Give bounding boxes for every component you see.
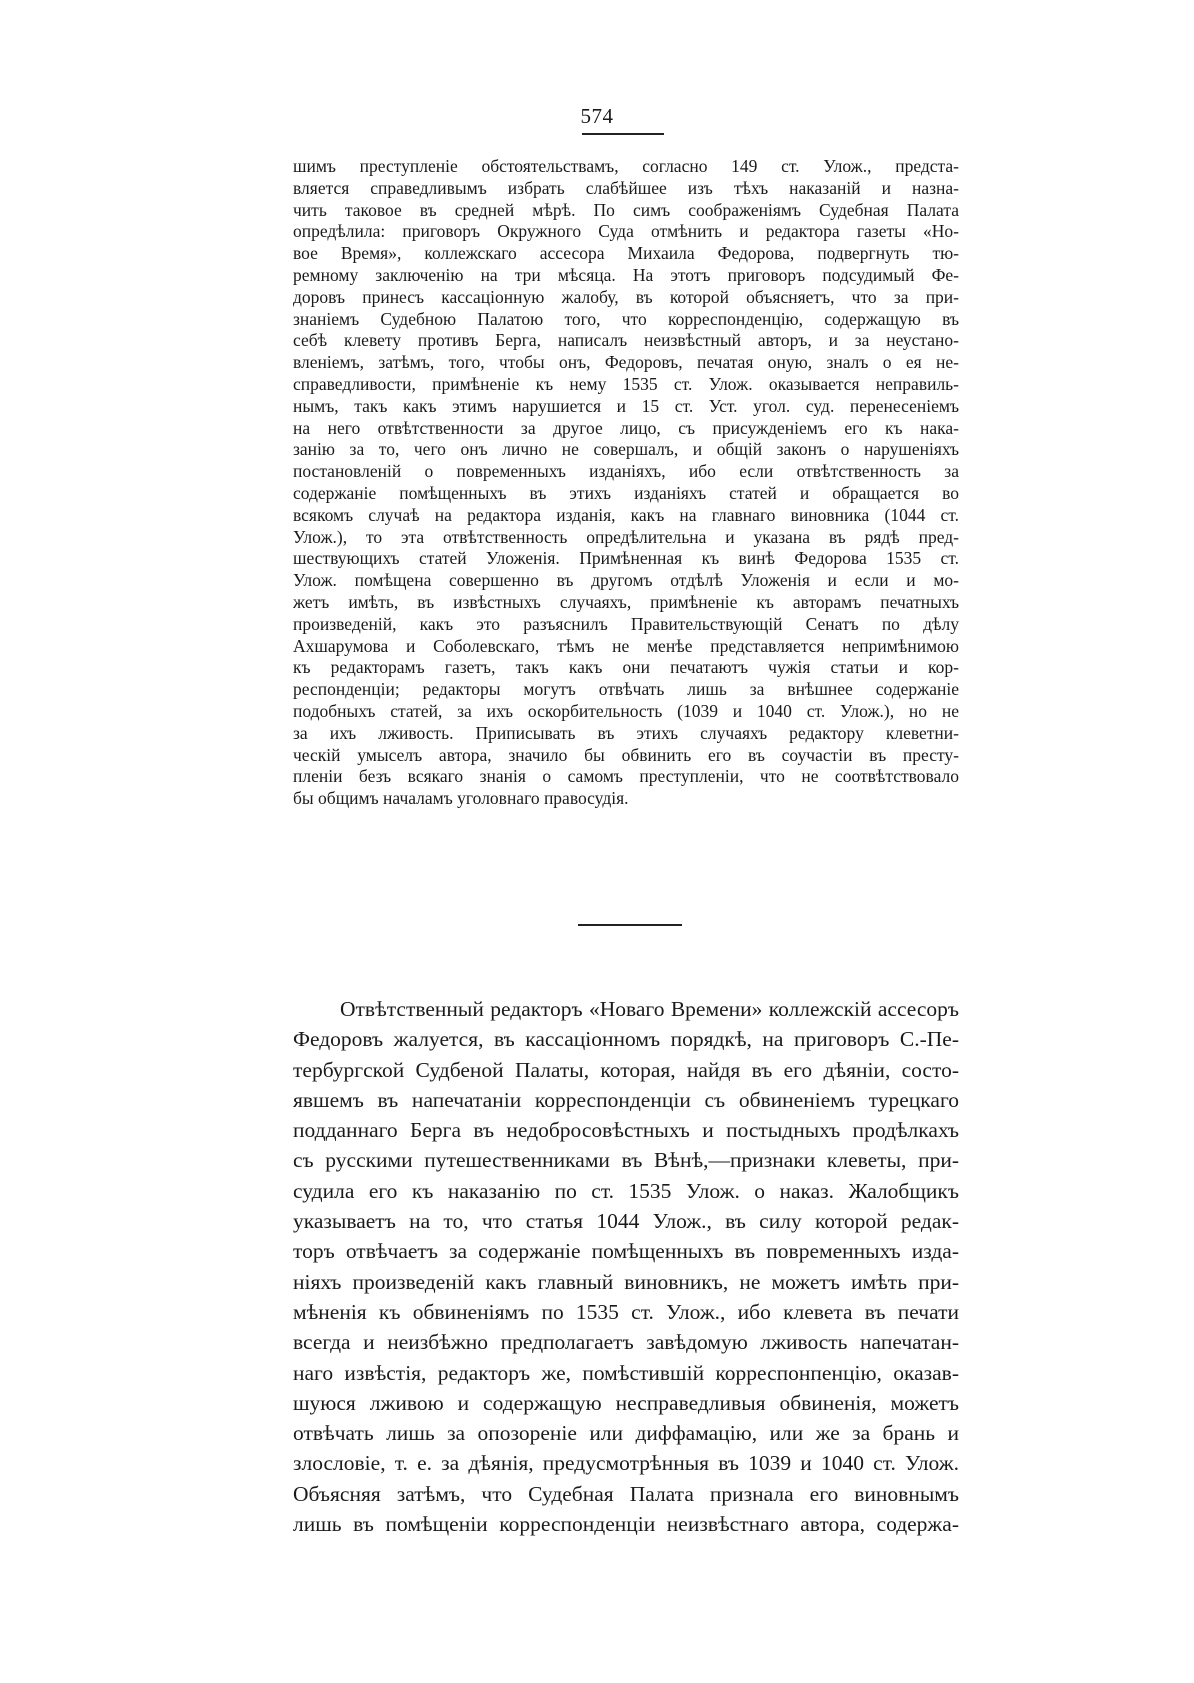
text-line: лишь въ помѣщеніи корреспонденціи неизвѣстнаго автора, содержа- xyxy=(293,1512,959,1537)
text-line: торъ отвѣчаетъ за содержаніе помѣщенныхъ въ повременныхъ изда- xyxy=(293,1239,959,1264)
text-line: всегда и неизбѣжно предполагаетъ завѣдомую лживость напечатан- xyxy=(293,1330,959,1355)
text-line: Федоровъ жалуется, въ кассаціонномъ порядкѣ, на приговоръ С.-Пе- xyxy=(293,1027,959,1052)
text-line: респонденціи; редакторы могутъ отвѣчать лишь за внѣшнее содержаніе xyxy=(293,679,959,700)
text-line: указываетъ на то, что статья 1044 Улож., въ силу которой редак- xyxy=(293,1209,959,1234)
text-line: справедливости, примѣненіе къ нему 1535 ст. Улож. оказывается неправиль- xyxy=(293,373,959,394)
text-line: на него отвѣтственности за другое лицо, съ присужденіемъ его къ нака- xyxy=(293,417,959,438)
text-line: ремному заключенію на три мѣсяца. На этотъ приговоръ подсудимый Фе- xyxy=(293,264,959,285)
text-line: знаніемъ Судебною Палатою того, что корреспонденцію, содержащую въ xyxy=(293,308,959,329)
text-line: къ редакторамъ газетъ, такъ какъ они печатаютъ чужія статьи и кор- xyxy=(293,657,959,678)
page-number: 574 xyxy=(580,104,614,128)
text-line: бы общимъ началамъ уголовнаго правосудія. xyxy=(293,788,629,809)
text-line: вляется справедливымъ избрать слабѣйшее изъ тѣхъ наказаній и назна- xyxy=(293,177,959,198)
lower-paragraph xyxy=(293,994,959,1539)
text-line: содержаніе помѣщенныхъ въ этихъ изданіяхъ статей и обращается во xyxy=(293,482,959,503)
text-line: явшемъ въ напечатаніи корреспонденціи съ обвиненіемъ турецкаго xyxy=(293,1087,959,1112)
text-line: чить таковое въ средней мѣрѣ. По симъ соображеніямъ Судебная Палата xyxy=(293,199,959,220)
text-line: ческій умыселъ автора, значило бы обвинить его въ соучастіи въ престу- xyxy=(293,744,959,765)
text-line: шимъ преступленіе обстоятельствамъ, согласно 149 ст. Улож., предста- xyxy=(293,156,959,176)
text-line: подобныхъ статей, за ихъ оскорбительность (1039 и 1040 ст. Улож.), но не xyxy=(293,700,959,721)
section-separator xyxy=(578,924,682,926)
text-line: злословіе, т. е. за дѣянія, предусмотрѣнныя въ 1039 и 1040 ст. Улож. xyxy=(293,1451,959,1476)
text-line: съ русскими путешественниками въ Вѣнѣ,—признаки клеветы, при- xyxy=(293,1148,959,1173)
text-line: вленіемъ, затѣмъ, того, чтобы онъ, Федоровъ, печатая оную, зналъ о ея не- xyxy=(293,352,959,373)
text-line: Отвѣтственный редакторъ «Новаго Времени» коллежскій ассесоръ xyxy=(340,997,959,1021)
text-line: произведеній, какъ это разъяснилъ Правительствующій Сенатъ по дѣлу xyxy=(293,613,959,634)
text-line: Улож.), то эта отвѣтственность опредѣлительна и указана въ рядѣ пред- xyxy=(293,526,959,547)
text-line: доровъ принесъ кассаціонную жалобу, въ которой объясняетъ, что за при- xyxy=(293,286,959,307)
text-line: шествующихъ статей Уложенія. Примѣненная къ винѣ Федорова 1535 ст. xyxy=(293,548,959,569)
text-line: Объясняя затѣмъ, что Судебная Палата признала его виновнымъ xyxy=(293,1481,959,1506)
text-line: себѣ клевету противъ Берга, написалъ неизвѣстный авторъ, и за неустано- xyxy=(293,330,959,351)
text-line: Ахшарумова и Соболевскаго, тѣмъ не менѣе представляется непримѣнимою xyxy=(293,635,959,656)
text-line: наго извѣстія, редакторъ же, помѣстившій корреспонпенцію, оказав- xyxy=(293,1360,959,1385)
text-line: судила его къ наказанію по ст. 1535 Улож. о наказ. Жалобщикъ xyxy=(293,1178,959,1203)
text-line: занію за то, чего онъ лично не совершалъ, и общій законъ о нарушеніяхъ xyxy=(293,439,959,460)
text-line: тербургской Судбеной Палаты, которая, найдя въ его дѣяніи, состо- xyxy=(293,1057,959,1082)
upper-paragraph xyxy=(293,156,959,810)
text-line: за ихъ лживость. Приписывать въ этихъ случаяхъ редактору клеветни- xyxy=(293,722,959,743)
text-line: нымъ, такъ какъ этимъ нарушиется и 15 ст. Уст. угол. суд. перенесеніемъ xyxy=(293,395,959,416)
text-line: пленіи безъ всякаго знанія о самомъ преступленіи, что не соотвѣтствовало xyxy=(293,766,959,787)
text-line: Улож. помѣщена совершенно въ другомъ отдѣлѣ Уложенія и если и мо- xyxy=(293,570,959,591)
text-line: вое Время», коллежскаго ассесора Михаила Федорова, подвергнуть тю- xyxy=(293,243,959,264)
text-line: опредѣлила: приговоръ Окружного Суда отмѣнить и редактора газеты «Но- xyxy=(293,221,959,242)
text-line: всякомъ случаѣ на редактора изданія, какъ на главнаго виновника (1044 ст. xyxy=(293,504,959,525)
text-line: подданнаго Берга въ недобросовѣстныхъ и постыдныхъ продѣлкахъ xyxy=(293,1118,959,1143)
text-line: отвѣчать лишь за опозореніе или диффамацію, или же за брань и xyxy=(293,1421,959,1446)
text-line: ніяхъ произведеній какъ главный виновникъ, не можетъ имѣть при- xyxy=(293,1269,959,1294)
text-line: мѣненія къ обвиненіямъ по 1535 ст. Улож., ибо клевета въ печати xyxy=(293,1299,959,1324)
text-line: шуюся лживою и содержащую несправедливыя обвиненія, можетъ xyxy=(293,1390,959,1415)
text-line: постановленій о повременныхъ изданіяхъ, ибо если отвѣтственность за xyxy=(293,461,959,482)
page-number-underline xyxy=(582,133,664,135)
text-line: жетъ имѣть, въ извѣстныхъ случаяхъ, примѣненіе къ авторамъ печатныхъ xyxy=(293,591,959,612)
